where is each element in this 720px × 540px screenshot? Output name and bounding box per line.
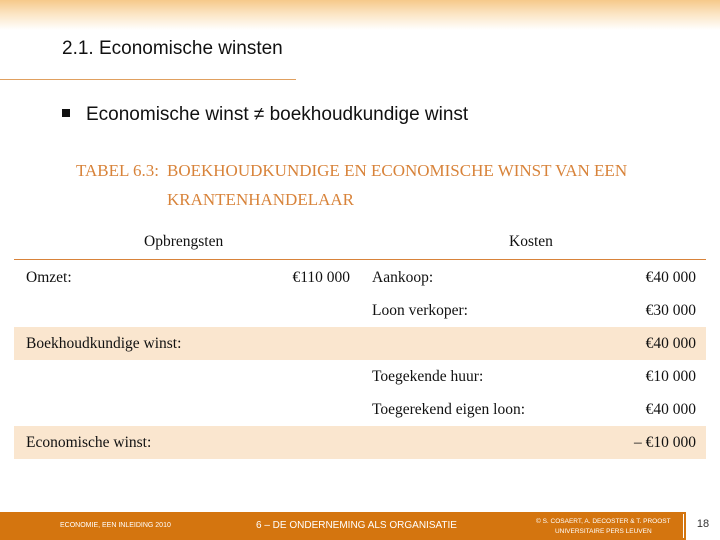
table-row	[14, 426, 706, 459]
header-costs: Kosten	[509, 233, 553, 250]
top-gradient-band	[0, 0, 720, 30]
footer-copyright-line-2: UNIVERSITAIRE PERS LEUVEN	[554, 528, 652, 535]
table-row	[14, 261, 706, 294]
table-caption-label: TABEL 6.3:	[76, 161, 159, 180]
cell-right-label: Toegekende huur:	[372, 368, 484, 385]
slide-title: 2.1. Economische winsten	[62, 38, 283, 59]
header-revenues: Opbrengsten	[144, 233, 224, 250]
cell-right-value: – €10 000	[634, 434, 696, 451]
footer-separator	[683, 514, 684, 538]
bullet-text: Economische winst ≠ boekhoudkundige winst	[86, 104, 469, 125]
page-number: 18	[696, 518, 710, 530]
page-number-box	[686, 512, 720, 540]
table-row	[14, 327, 706, 360]
table-caption-line-2: KRANTENHANDELAAR	[167, 190, 354, 209]
cell-right-value: €40 000	[645, 335, 696, 352]
cell-right-value: €10 000	[645, 368, 696, 385]
table-row	[14, 360, 706, 393]
cell-left-label: Omzet:	[26, 269, 72, 286]
cell-right-value: €30 000	[645, 302, 696, 319]
table-caption-text	[167, 156, 667, 214]
footer-copyright-line-1: © S. COSAERT, A. DECOSTER & T. PROOST	[536, 518, 671, 525]
table-row	[14, 393, 706, 426]
table-row	[14, 294, 706, 327]
cell-right-label: Loon verkoper:	[372, 302, 468, 319]
table-header-rule	[14, 259, 706, 260]
footer-chapter: 6 – DE ONDERNEMING ALS ORGANISATIE	[256, 520, 457, 531]
title-underline	[0, 79, 296, 80]
footer-bar	[0, 512, 720, 540]
cell-left-label: Boekhoudkundige winst:	[26, 335, 182, 352]
footer-book-title: ECONOMIE, EEN INLEIDING 2010	[60, 522, 171, 529]
bullet-item	[62, 104, 468, 126]
cell-left-value: €110 000	[292, 269, 350, 286]
footer-copyright	[536, 517, 671, 537]
cell-right-value: €40 000	[645, 269, 696, 286]
cell-right-value: €40 000	[645, 401, 696, 418]
square-bullet-icon	[62, 109, 70, 117]
table-caption-line-1: BOEKHOUDKUNDIGE EN ECONOMISCHE WINST VAN EEN	[167, 161, 628, 180]
cell-right-label: Aankoop:	[372, 269, 434, 286]
cell-right-label: Toegerekend eigen loon:	[372, 401, 525, 418]
cell-left-label: Economische winst:	[26, 434, 152, 451]
